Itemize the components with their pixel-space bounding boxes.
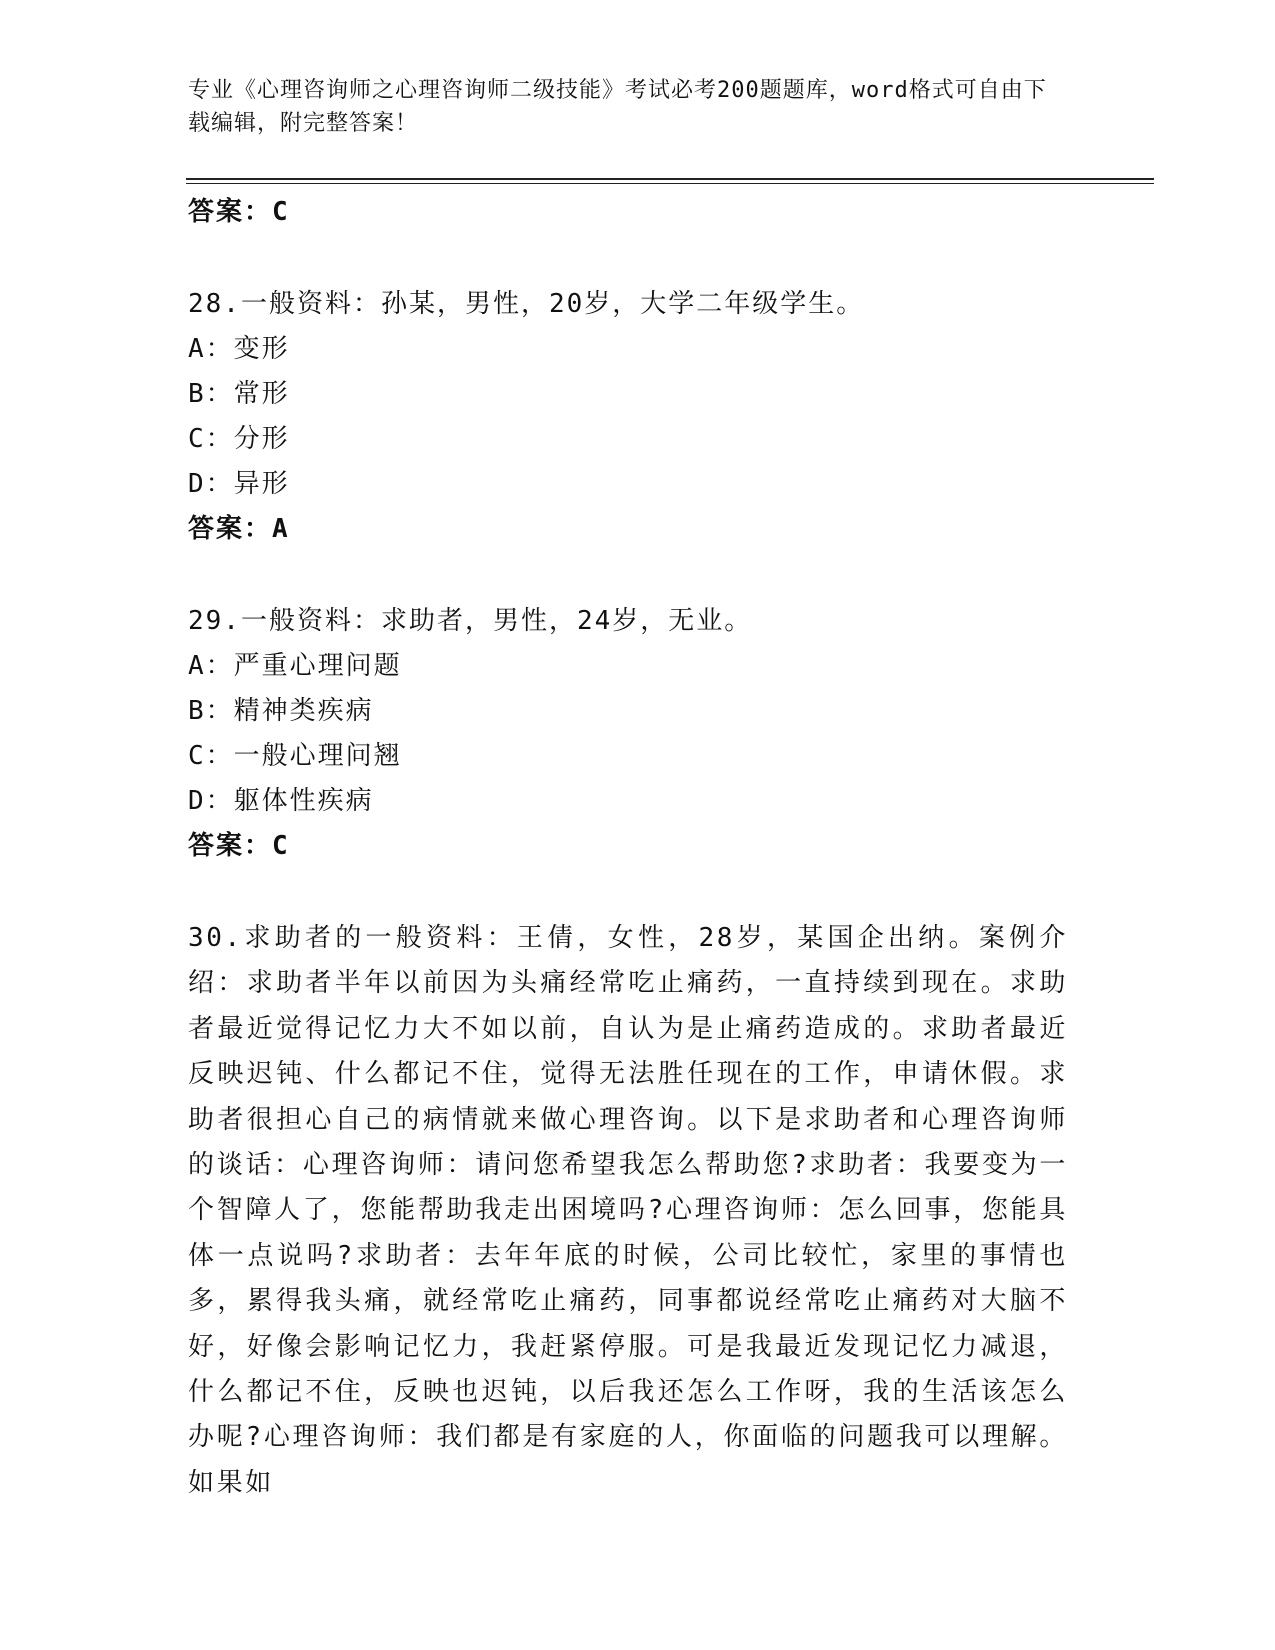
question-29 — [188, 599, 1068, 869]
question-stem: 28.一般资料：孙某，男性，20岁，大学二年级学生。 — [188, 289, 865, 319]
question-stem: 29.一般资料：求助者，男性，24岁，无业。 — [188, 606, 753, 636]
option-a: A：变形 — [188, 334, 290, 364]
option-c: C：分形 — [188, 424, 290, 454]
page-header: 专业《心理咨询师之心理咨询师二级技能》考试必考200题题库，word格式可自由下载编辑，附完整答案！ — [188, 78, 1047, 136]
option-a: A：严重心理问题 — [188, 651, 402, 681]
header-divider — [186, 178, 1154, 180]
option-b: B：精神类疾病 — [188, 696, 374, 726]
document-body — [188, 190, 1068, 1506]
option-d: D：异形 — [188, 469, 290, 499]
question-30 — [188, 916, 1068, 1506]
question-stem-paragraph: 30.求助者的一般资料：王倩，女性，28岁，某国企出纳。案例介绍：求助者半年以前因为头痛经常吃止痛药，一直持续到现在。求助者最近觉得记忆力大不如以前，自认为是止痛药造成的。求助者最近反映迟钝、什么都记不住，觉得无法胜任现在的工作，申请休假。求助者很担心自己的病情就来做心理咨询。以下是求助者和心理咨询师的谈话：心理咨询师：请问您希望我怎么帮助您?求助者：我要变为一个智障人了，您能帮助我走出困境吗?心理咨询师：怎么回事，您能具体一点说吗?求助者：去年年底的时候，公司比较忙，家里的事情也多，累得我头痛，就经常吃止痛药，同事都说经常吃止痛药对大脑不好，好像会影响记忆力，我赶紧停服。可是我最近发现记忆力减退，什么都记不住，反映也迟钝，以后我还怎么工作呀，我的生活该怎么办呢?心理咨询师：我们都是有家庭的人，你面临的问题我可以理解。如果如 — [188, 923, 1068, 1498]
option-c: C：一般心理问翘 — [188, 741, 402, 771]
answer-q27: 答案：C — [188, 197, 290, 227]
option-b: B：常形 — [188, 379, 290, 409]
option-d: D：躯体性疾病 — [188, 786, 374, 816]
header-divider-thin — [186, 183, 1154, 184]
question-28 — [188, 282, 1068, 552]
answer-q28: 答案：A — [188, 514, 290, 544]
answer-q29: 答案：C — [188, 831, 290, 861]
